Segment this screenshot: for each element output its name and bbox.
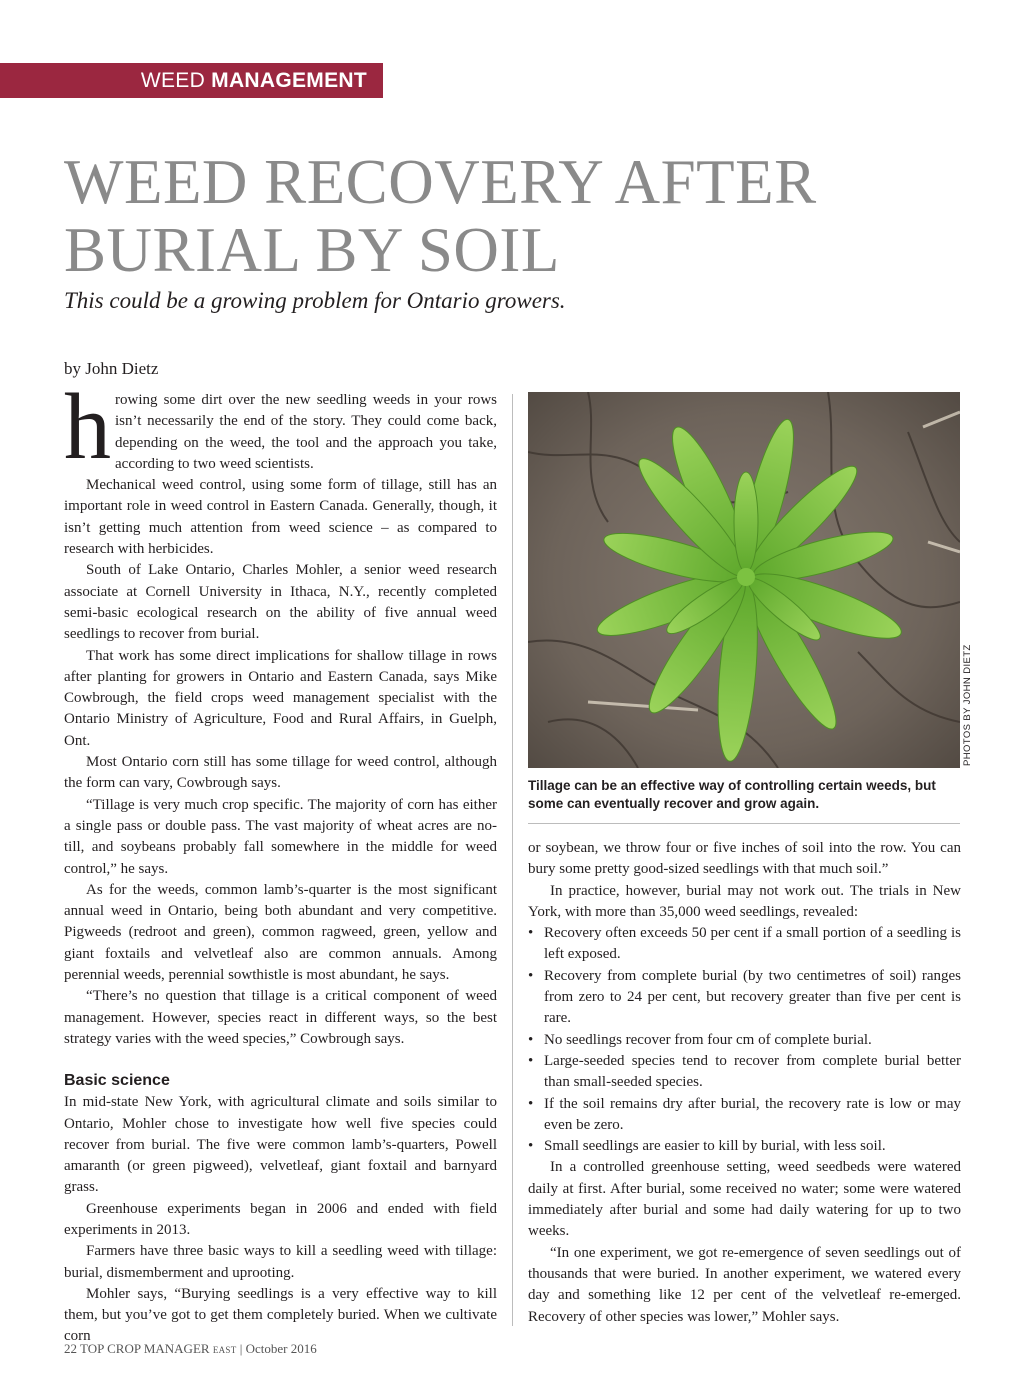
body-paragraph: As for the weeds, common lamb’s-quarter is the most significant annual weed in Ontario, being both abundant and very competitive. Pigweeds (redroot and green), common ragweed, green, yellow and giant foxtails and velvetleaf also are common annuals. Among perennial weeds, perennial sowthistle is most abundant, he says. — [64, 881, 497, 984]
photo-caption: Tillage can be an effective way of controlling certain weeds, but some can eventually recover and grow again. — [528, 778, 936, 811]
body-paragraph: or soybean, we throw four or five inches of soil into the row. You can bury some pretty good-sized seedlings with that much soil.” — [528, 840, 961, 878]
body-paragraph: In a controlled greenhouse setting, weed seedbeds were watered daily at first. After burial, some received no water; some were watered immediately after burial and some had daily watering for up to two weeks. — [528, 1159, 961, 1240]
body-paragraph: “Tillage is very much crop specific. The majority of corn has either a single pass or double pass. The vast majority of wheat acres are no-till, and soybeans probably fall somewhere in the middle for weed control,” he says. — [64, 796, 497, 877]
body-paragraph: “There’s no question that tillage is a critical component of weed management. However, species react in different ways, so the best strategy varies with the weed species,” Cowbrough says. — [64, 988, 497, 1047]
headline-line-1: WEED RECOVERY AFTER — [64, 147, 817, 217]
body-paragraph: In practice, however, burial may not work out. The trials in New York, with more than 35,000 weed seedlings, revealed: — [528, 882, 961, 920]
byline: by John Dietz — [64, 359, 159, 378]
body-paragraph: Mohler says, “Burying seedlings is a very effective way to kill them, but you’ve got to get them completely buried. When we cultivate corn — [64, 1285, 497, 1345]
list-item: • Large-seeded species tend to recover from complete burial better than small-seeded species. — [528, 1051, 961, 1094]
weed-seedling-photo — [528, 392, 960, 768]
list-item: • If the soil remains dry after burial, the recovery rate is low or may even be zero. — [528, 1094, 961, 1137]
right-column — [528, 838, 961, 1328]
caption-rule — [528, 823, 960, 824]
section-label: WEED MANAGEMENT — [140, 69, 367, 92]
headline — [64, 148, 964, 284]
body-paragraph: Mechanical weed control, using some form of tillage, still has an important role in weed control in Eastern Canada. Generally, though, it isn’t getting much attention from weed science – as compared to research with herbicides. — [64, 477, 497, 558]
list-item: • No seedlings recover from four cm of complete burial. — [528, 1030, 961, 1051]
page-number: 22 — [64, 1341, 77, 1356]
weed-seedling-illustration — [528, 392, 960, 768]
list-item: • Recovery often exceeds 50 per cent if a small portion of a seedling is left exposed. — [528, 923, 961, 966]
findings-list — [528, 923, 961, 1157]
issue-date: October 2016 — [245, 1341, 317, 1356]
body-paragraph: That work has some direct implications for shallow tillage in rows after planting for growers in Ontario and Eastern Canada, says Mike Cowbrough, the field crops weed management specialist with the Ontario Ministry of Agriculture, Food and Rural Affairs, in Guelph, Ont. — [64, 647, 497, 749]
list-item: • Recovery from complete burial (by two centimetres of soil) ranges from zero to 24 per cent, but recovery greater than five per cent is rare. — [528, 966, 961, 1030]
magazine-edition: EAST — [212, 1345, 237, 1355]
body-paragraph: Farmers have three basic ways to kill a seedling weed with tillage: burial, dismemberment and uprooting. — [64, 1243, 497, 1281]
column-divider — [512, 394, 513, 1326]
body-paragraph: In mid-state New York, with agricultural climate and soils similar to Ontario, Mohler chose to investigate how well five species could recover from burial. The five were common lamb’s-quarters, Powell amaranth (or green pigweed), velvetleaf, giant foxtail and barnyard grass. — [64, 1094, 497, 1196]
intro-paragraph: hrowing some dirt over the new seedling weeds in your rows isn’t necessarily the end of the story. They could come back, depending on the weed, the tool and the approach you take, according to two weed scientists. — [64, 375, 497, 479]
body-paragraph: Greenhouse experiments began in 2006 and ended with field experiments in 2013. — [64, 1200, 497, 1238]
left-column — [64, 375, 497, 1348]
section-band — [0, 63, 383, 98]
photo-credit: PHOTOS BY JOHN DIETZ — [962, 644, 973, 766]
drop-cap: h — [64, 375, 111, 479]
subhead-basic-science: Basic science — [64, 1072, 170, 1090]
deck: This could be a growing problem for Ontario growers. — [64, 288, 566, 313]
page-footer — [64, 1341, 317, 1357]
body-paragraph: South of Lake Ontario, Charles Mohler, a senior weed research associate at Cornell University in Ithaca, N.Y., recently completed semi-basic ecological research on the ability of five annual weed seedlings to recover from burial. — [64, 562, 497, 643]
magazine-name: TOP CROP MANAGER — [80, 1341, 210, 1356]
headline-line-2: BURIAL BY SOIL — [64, 215, 560, 285]
body-paragraph: “In one experiment, we got re-emergence of seven seedlings out of thousands that were buried. In another experiment, we watered every day and something like 12 per cent of the velvetleaf re-emerged. Recovery of other species was lower,” Mohler says. — [528, 1244, 961, 1325]
list-item: • Small seedlings are easier to kill by burial, with less soil. — [528, 1136, 961, 1157]
footer-separator: | — [239, 1341, 243, 1356]
body-paragraph: Most Ontario corn still has some tillage for weed control, although the form can vary, Cowbrough says. — [64, 754, 497, 792]
